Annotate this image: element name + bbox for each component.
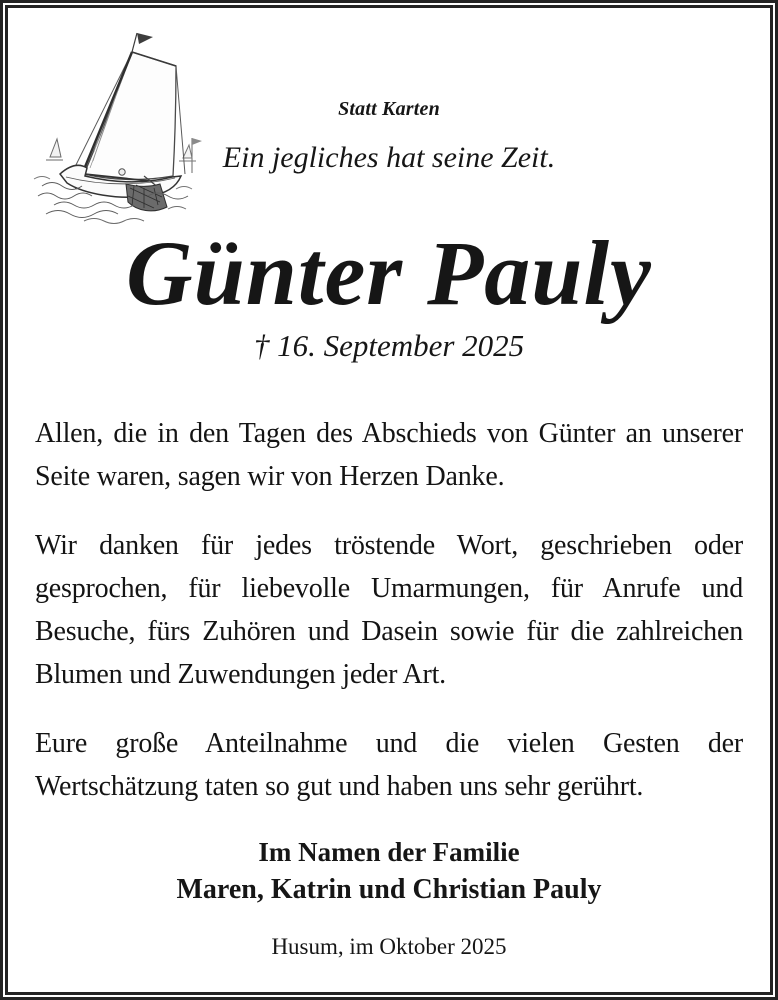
- signoff-in-the-name-of: Im Namen der Familie: [258, 837, 520, 867]
- deceased-name: Günter Pauly: [126, 222, 652, 324]
- pre-header-statt-karten: Statt Karten: [338, 98, 440, 120]
- signoff-family-names: Maren, Katrin und Christian Pauly: [176, 874, 602, 905]
- family-signoff: [35, 834, 743, 910]
- notice-body: [35, 412, 743, 962]
- death-date: † 16. September 2025: [253, 328, 525, 363]
- sailboat-icon: [26, 26, 204, 224]
- place-and-date: Husum, im Oktober 2025: [271, 934, 507, 959]
- paragraph-thanks-2: Wir danken für jedes tröstende Wort, geschrieben oder gesprochen, für liebevolle Umarmungen, für Anrufe und Besuche, fürs Zuhören und Dasein sowie für die zahlreichen Blumen und Zuwendungen jeder Art.: [35, 530, 743, 690]
- paragraph-thanks-1: Allen, die in den Tagen des Abschieds von Günter an unserer Seite waren, sagen wir von Herzen Danke.: [35, 418, 743, 492]
- epigraph-quote: Ein jegliches hat seine Zeit.: [222, 141, 556, 174]
- paragraph-thanks-3: Eure große Anteilnahme und die vielen Gesten der Wertschätzung taten so gut und haben uns sehr gerührt.: [35, 728, 743, 802]
- obituary-inner-frame: [5, 5, 773, 995]
